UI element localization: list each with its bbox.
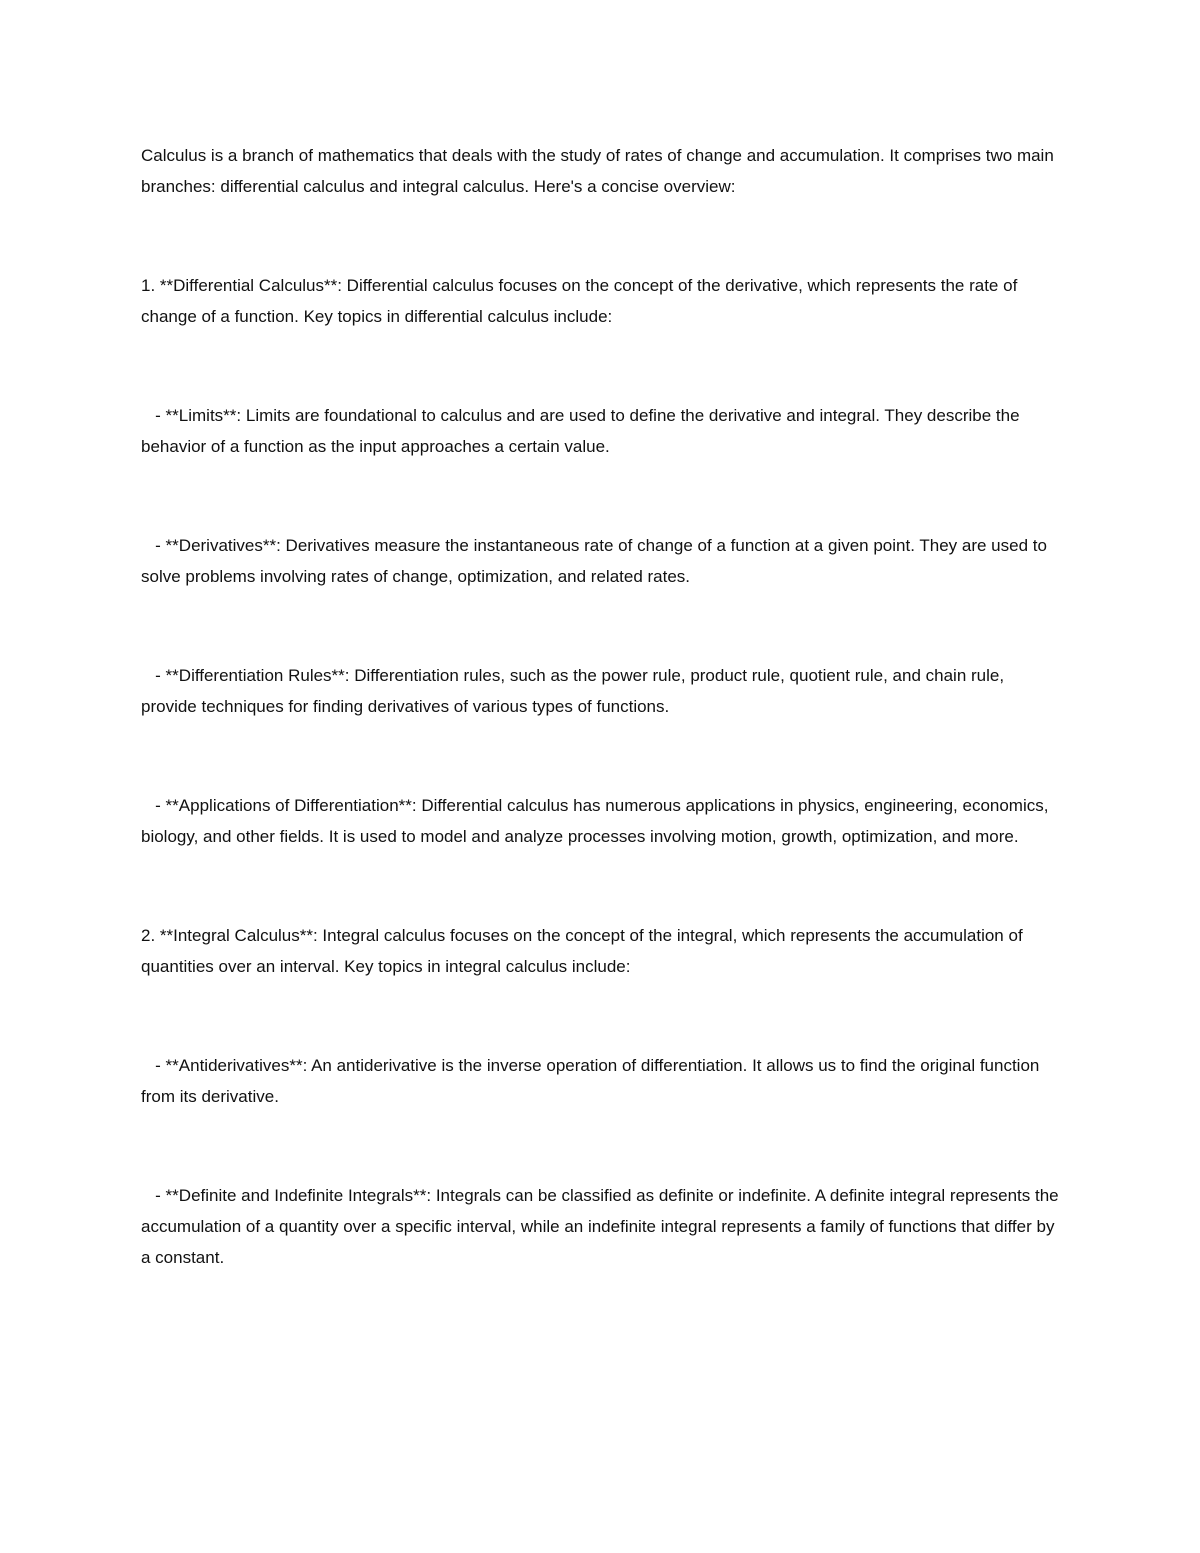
antiderivatives-paragraph: - **Antiderivatives**: An antiderivative is the inverse operation of differentiation. It allows us to find the original function from its derivative. — [141, 1056, 1045, 1106]
integral-calculus-heading-paragraph: 2. **Integral Calculus**: Integral calculus focuses on the concept of the integral, which represents the accumulation of quantities over an interval. Key topics in integral calculus include: — [141, 926, 1028, 976]
document-body — [141, 140, 1064, 1273]
intro-paragraph: Calculus is a branch of mathematics that deals with the study of rates of change and accumulation. It comprises two main branches: differential calculus and integral calculus. Here's a concise overview: — [141, 146, 1059, 196]
differential-calculus-heading-paragraph: 1. **Differential Calculus**: Differential calculus focuses on the concept of the derivative, which represents the rate of change of a function. Key topics in differential calculus include: — [141, 276, 1023, 326]
applications-of-differentiation-paragraph: - **Applications of Differentiation**: Differential calculus has numerous applications in physics, engineering, economics, biology, and other fields. It is used to model and analyze processes involving motion, growth, optimization, and more. — [141, 796, 1054, 846]
limits-paragraph: - **Limits**: Limits are foundational to calculus and are used to define the derivative and integral. They describe the behavior of a function as the input approaches a certain value. — [141, 406, 1025, 456]
definite-indefinite-integrals-paragraph: - **Definite and Indefinite Integrals**: Integrals can be classified as definite or indefinite. A definite integral represents the accumulation of a quantity over a specific interval, while an indefinite integral represents a family of functions that differ by a constant. — [141, 1186, 1064, 1267]
differentiation-rules-paragraph: - **Differentiation Rules**: Differentiation rules, such as the power rule, product rule, quotient rule, and chain rule, provide techniques for finding derivatives of various types of functions. — [141, 666, 1009, 716]
derivatives-paragraph: - **Derivatives**: Derivatives measure the instantaneous rate of change of a function at a given point. They are used to solve problems involving rates of change, optimization, and related rates. — [141, 536, 1052, 586]
